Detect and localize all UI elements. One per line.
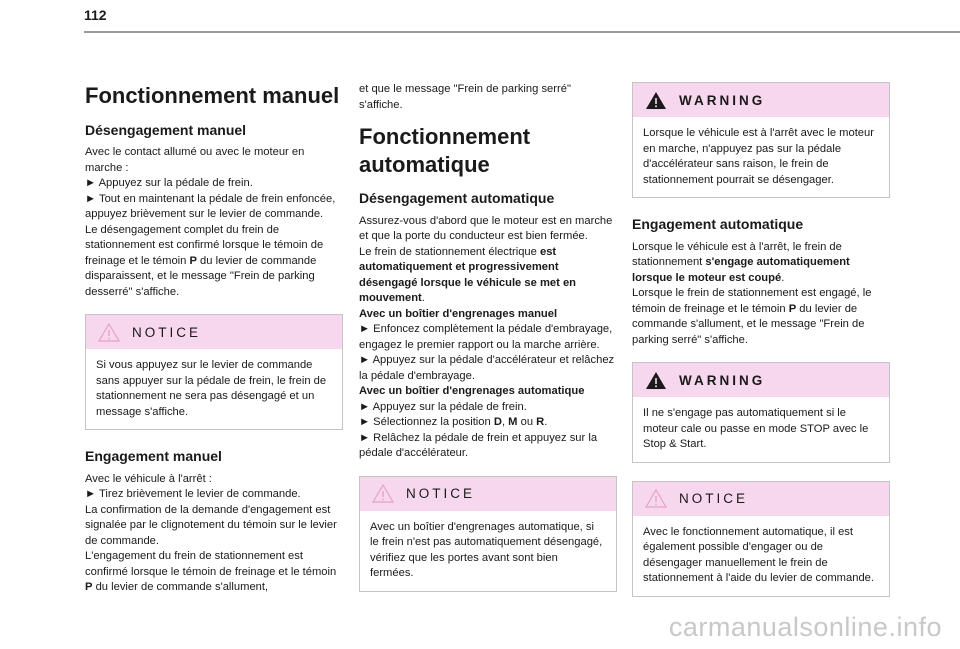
heading-auto-engage: Engagement automatique	[632, 216, 804, 232]
notice-title: NOTICE	[132, 324, 202, 340]
manual-release-confirm: Le désengagement complet du frein de stationnement est confirmé lorsque le témoin de freinage et le témoin P du levier de commande disparaissent, et le message "Frein de parking desserré" s'affiche.	[85, 223, 324, 298]
manual-release-step-1: ► Appuyez sur la pédale de frein.	[85, 177, 253, 189]
manual-gearbox-step-2: ► Appuyez sur la pédale d'accélérateur et relâchez la pédale d'embrayage.	[359, 354, 615, 382]
notice-header	[86, 315, 342, 349]
notice-text: Avec le fonctionnement automatique, il est également possible d'engager ou de désengager manuellement le frein de stationnement à l'aide du levier de commande.	[643, 525, 874, 584]
auto-release-intro: Assurez-vous d'abord que le moteur est en marche et que la porte du conducteur est bien fermée.	[359, 214, 613, 242]
auto-release-description: Le frein de stationnement électrique est automatiquement et progressivement désengagé lorsque le véhicule se met en mouvement.	[359, 245, 576, 304]
notice-icon	[645, 489, 667, 508]
section-title-automatic: Fonctionnement automatique	[359, 124, 531, 177]
auto-gearbox-step-3: ► Relâchez la pédale de frein et appuyez sur la pédale d'accélérateur.	[359, 431, 598, 459]
notice-title: NOTICE	[679, 491, 749, 506]
manual-engage-confirm: L'engagement du frein de stationnement est confirmé lorsque le témoin de freinage et le témoin P du levier de commande s'allument,	[85, 550, 337, 593]
notice-header	[360, 477, 616, 511]
warning-text: Il ne s'engage pas automatiquement si le moteur cale ou passe en mode STOP avec le Stop & Start.	[643, 407, 869, 450]
notice-title: NOTICE	[406, 486, 476, 501]
page-number: 112	[84, 7, 107, 23]
warning-title: WARNING	[679, 372, 766, 388]
auto-engage-description: Lorsque le véhicule est à l'arrêt, le frein de stationnement s'engage automatiquement lorsque le moteur est coupé.	[632, 240, 850, 284]
manual-engage-confirm-request: La confirmation de la demande d'engagement est signalée par le clignotement du témoin sur le levier de commande.	[85, 503, 337, 547]
notice-text: Avec un boîtier d'engrenages automatique, si le frein n'est pas automatiquement désengagé, vérifiez que les portes avant sont bien fermées.	[370, 520, 603, 579]
manual-engage-step-1: ► Tirez brièvement le levier de commande.	[85, 488, 301, 500]
manual-gearbox-heading: Avec un boîtier d'engrenages manuel	[359, 307, 558, 320]
continuation-text: et que le message "Frein de parking serré" s'affiche.	[359, 83, 571, 111]
notice-box	[85, 314, 343, 430]
column-1	[85, 82, 343, 596]
warning-icon	[645, 91, 667, 110]
notice-box	[632, 481, 890, 597]
manual-release-step-2: ► Tout en maintenant la pédale de frein enfoncée, appuyez brièvement sur le levier de commande.	[85, 192, 336, 220]
warning-text: Lorsque le véhicule est à l'arrêt avec le moteur en marche, n'appuyez pas sur la pédale d'accélérateur sans raison, le frein de stationnement pourrait se désengager.	[643, 127, 874, 186]
manual-engage-intro: Avec le véhicule à l'arrêt :	[85, 472, 212, 485]
column-2	[359, 82, 617, 610]
notice-text: Si vous appuyez sur le levier de commande sans appuyer sur la pédale de frein, le frein de stationnement ne sera pas désengagé et un message s'affiche.	[96, 359, 327, 418]
section-title-manual: Fonctionnement manuel	[85, 83, 340, 108]
notice-header	[633, 482, 889, 516]
manual-release-intro: Avec le contact allumé ou avec le moteur en marche :	[85, 146, 305, 174]
auto-gearbox-heading: Avec un boîtier d'engrenages automatique	[359, 385, 585, 397]
heading-auto-release: Désengagement automatique	[359, 190, 555, 206]
warning-icon	[645, 371, 667, 390]
warning-header	[633, 83, 889, 117]
heading-manual-release: Désengagement manuel	[85, 121, 247, 138]
header-rule	[84, 31, 960, 33]
column-3	[632, 82, 890, 615]
notice-icon	[98, 323, 120, 342]
warning-box	[632, 362, 890, 463]
auto-gearbox-step-1: ► Appuyez sur la pédale de frein.	[359, 400, 527, 413]
warning-title: WARNING	[679, 92, 766, 108]
warning-header	[633, 363, 889, 397]
auto-engage-confirm: Lorsque le frein de stationnement est engagé, le témoin de freinage et le témoin P du levier de commande s'allument, et le message "Frein de parking serré" s'affiche.	[632, 287, 872, 346]
warning-box	[632, 82, 890, 198]
watermark: carmanualsonline.info	[668, 612, 942, 642]
auto-gearbox-step-2: ► Sélectionnez la position D, M ou R.	[359, 416, 548, 428]
notice-icon	[372, 484, 394, 503]
heading-manual-engage: Engagement manuel	[85, 448, 222, 464]
notice-box	[359, 476, 617, 592]
manual-gearbox-step-1: ► Enfoncez complètement la pédale d'embrayage, engagez le premier rapport ou la marche arrière.	[359, 323, 613, 351]
